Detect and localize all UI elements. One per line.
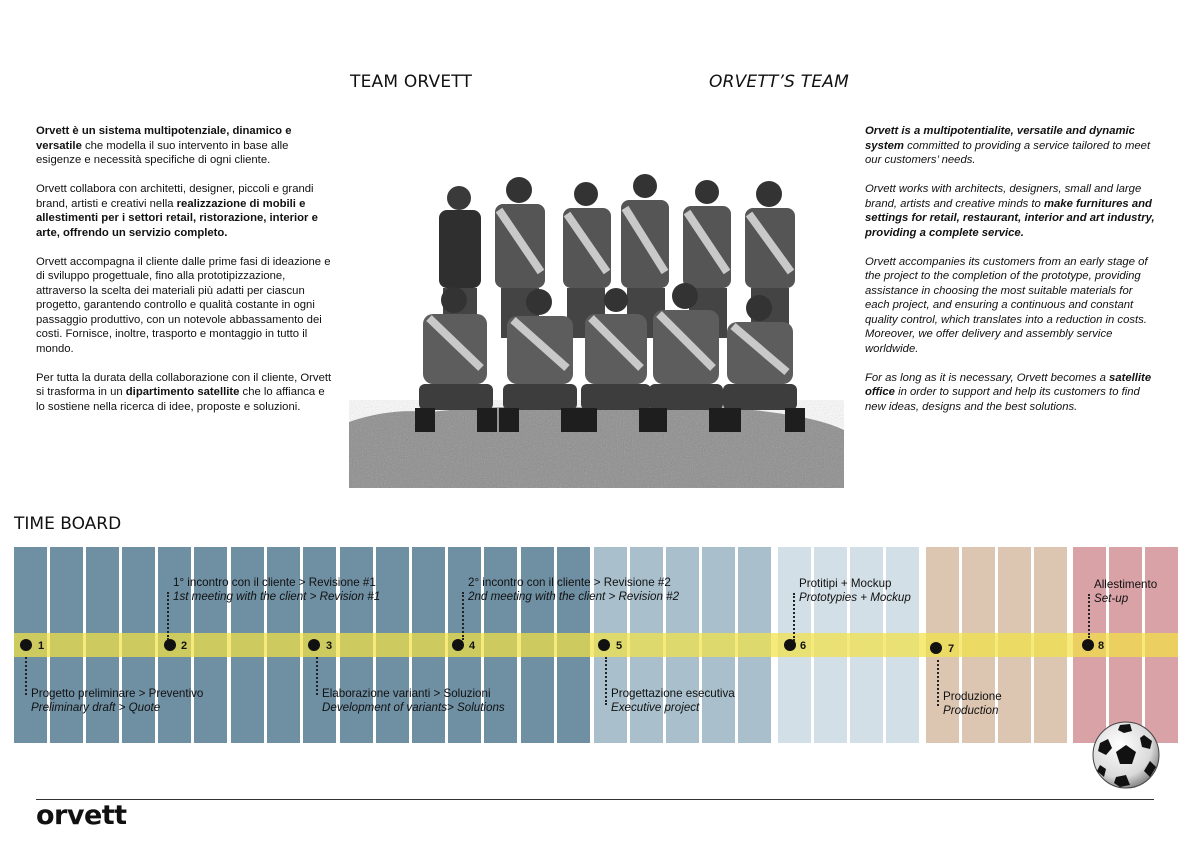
body-text: Orvett collabora con architetti, designer, piccoli e grandi brand, artisti e creativi nella	[36, 183, 314, 210]
timeline-step-number: 3	[326, 640, 333, 652]
time-board-title: TIME BOARD	[14, 514, 122, 534]
title-italian: TEAM ORVETT	[350, 72, 473, 92]
italian-paragraph	[36, 182, 332, 240]
timeline-connector	[937, 660, 939, 706]
step-label-italian: Allestimento	[1094, 578, 1158, 591]
step-label-english: Set-up	[1094, 592, 1129, 605]
orvett-logo: orvett	[36, 800, 127, 831]
timeline-band	[14, 633, 1178, 657]
step-label-english: Prototypies + Mockup	[799, 591, 911, 604]
step-label-italian: Progettazione esecutiva	[611, 687, 735, 700]
body-text: Orvett accompagna il cliente dalle prime fasi di ideazione e di sviluppo progettuale, fino alla prototipizzazione, attraverso la scelta dei materiali più adatti per ciascun progetto, garantendo controllo e qualità costante in ogni passaggio produttivo, con un notevole abbassamento dei costi. Fornisce, inoltre, trasporto e montaggio in tutto il mondo.	[36, 255, 331, 355]
timeline-connector	[605, 657, 607, 705]
timeline-marker	[20, 639, 32, 651]
timeline-step-number: 2	[181, 640, 188, 652]
emphasis-text: make furnitures and settings for retail, restaurant, interior and art industry, providing a complete service.	[865, 197, 1155, 239]
timeline-marker	[164, 639, 176, 651]
step-label-english: Preliminary draft > Quote	[31, 701, 161, 714]
step-label-english: 2nd meeting with the client > Revision #2	[468, 590, 680, 603]
timeline-step-label	[1094, 578, 1157, 606]
emphasis-text: Orvett è un sistema multipotenziale, dinamico e versatile	[36, 125, 292, 152]
step-label-italian: 2° incontro con il cliente > Revisione #2	[468, 576, 671, 589]
timeline-step-label	[468, 576, 679, 604]
footer-rule	[36, 799, 1154, 800]
body-text: committed to providing a service tailored to meet our customers’ needs.	[865, 139, 1151, 166]
emphasis-text: satellite office	[865, 371, 1152, 398]
english-paragraph	[865, 124, 1157, 168]
timeline-connector	[167, 592, 169, 640]
timeline-connector	[1088, 594, 1090, 638]
italian-paragraph	[36, 124, 332, 168]
timeline-marker	[1082, 639, 1094, 651]
team-photo	[349, 172, 844, 488]
body-text: For as long as it is necessary, Orvett becomes a	[865, 371, 1110, 384]
timeline-step-number: 8	[1098, 640, 1105, 652]
title-english: ORVETT’S TEAM	[709, 72, 849, 92]
timeline-marker	[930, 642, 942, 654]
timeline-step-label	[322, 687, 505, 715]
step-label-italian: Progetto preliminare > Preventivo	[31, 687, 204, 700]
timeline-step-number: 5	[616, 640, 623, 652]
body-text: che modella il suo intervento in base alle esigenze e necessità specifiche di ogni cliente.	[36, 139, 289, 166]
timeline-step-label	[611, 687, 735, 715]
timeline-marker	[598, 639, 610, 651]
step-label-italian: Produzione	[943, 690, 1002, 703]
soccer-ball-icon	[1092, 721, 1160, 789]
step-label-english: 1st meeting with the client > Revision #1	[173, 590, 381, 603]
english-text-column	[865, 124, 1157, 429]
timeline-step-number: 7	[948, 643, 955, 655]
body-text: Orvett accompanies its customers from an early stage of the project to the completion of the prototype, providing assistance in choosing the most suitable materials for each project, and ensuring a continuous and constant quality control, which translates into a reduction in costs. Moreover, we offer delivery and assembly service worldwide.	[865, 255, 1148, 355]
timeline-step-label	[943, 690, 1002, 718]
timeline-connector	[462, 592, 464, 640]
emphasis-text: Orvett is a multipotentialite, versatile and dynamic system	[865, 125, 1135, 152]
step-label-english: Production	[943, 704, 999, 717]
body-text: che lo affianca e lo sostiene nella ricerca di idee, proposte e soluzioni.	[36, 386, 325, 413]
step-label-english: Development of variants> Solutions	[322, 701, 505, 714]
timeline-step-label	[31, 687, 203, 715]
timeline-step-label	[173, 576, 380, 604]
body-text: Per tutta la durata della collaborazione con il cliente, Orvett si trasforma in un	[36, 371, 332, 398]
english-paragraph	[865, 182, 1157, 240]
body-text: Orvett works with architects, designers, small and large brand, artists and creative minds to	[865, 183, 1142, 210]
step-label-english: Executive project	[611, 701, 700, 714]
timeline-step-number: 4	[469, 640, 476, 652]
timeline-marker	[452, 639, 464, 651]
step-label-italian: Protitipi + Mockup	[799, 577, 892, 590]
step-label-italian: 1° incontro con il cliente > Revisione #1	[173, 576, 376, 589]
italian-text-column	[36, 124, 332, 429]
timeline-step-number: 6	[800, 640, 807, 652]
timeline-connector	[316, 657, 318, 695]
timeline-connector	[793, 593, 795, 641]
body-text: in order to support and help its customers to find new ideas, designs and the best solutions.	[865, 386, 1140, 413]
step-label-italian: Elaborazione varianti > Soluzioni	[322, 687, 491, 700]
emphasis-text: dipartimento satellite	[125, 386, 240, 398]
timeline-step-label	[799, 577, 911, 605]
timeline-step-number: 1	[38, 640, 45, 652]
italian-paragraph	[36, 371, 332, 415]
timeline-marker	[308, 639, 320, 651]
timeline-connector	[25, 657, 27, 695]
english-paragraph	[865, 371, 1157, 415]
emphasis-text: realizzazione di mobili e allestimenti per i settori retail, ristorazione, interior e arte, offrendo un servizio completo.	[36, 197, 318, 239]
italian-paragraph	[36, 255, 332, 357]
english-paragraph	[865, 255, 1157, 357]
